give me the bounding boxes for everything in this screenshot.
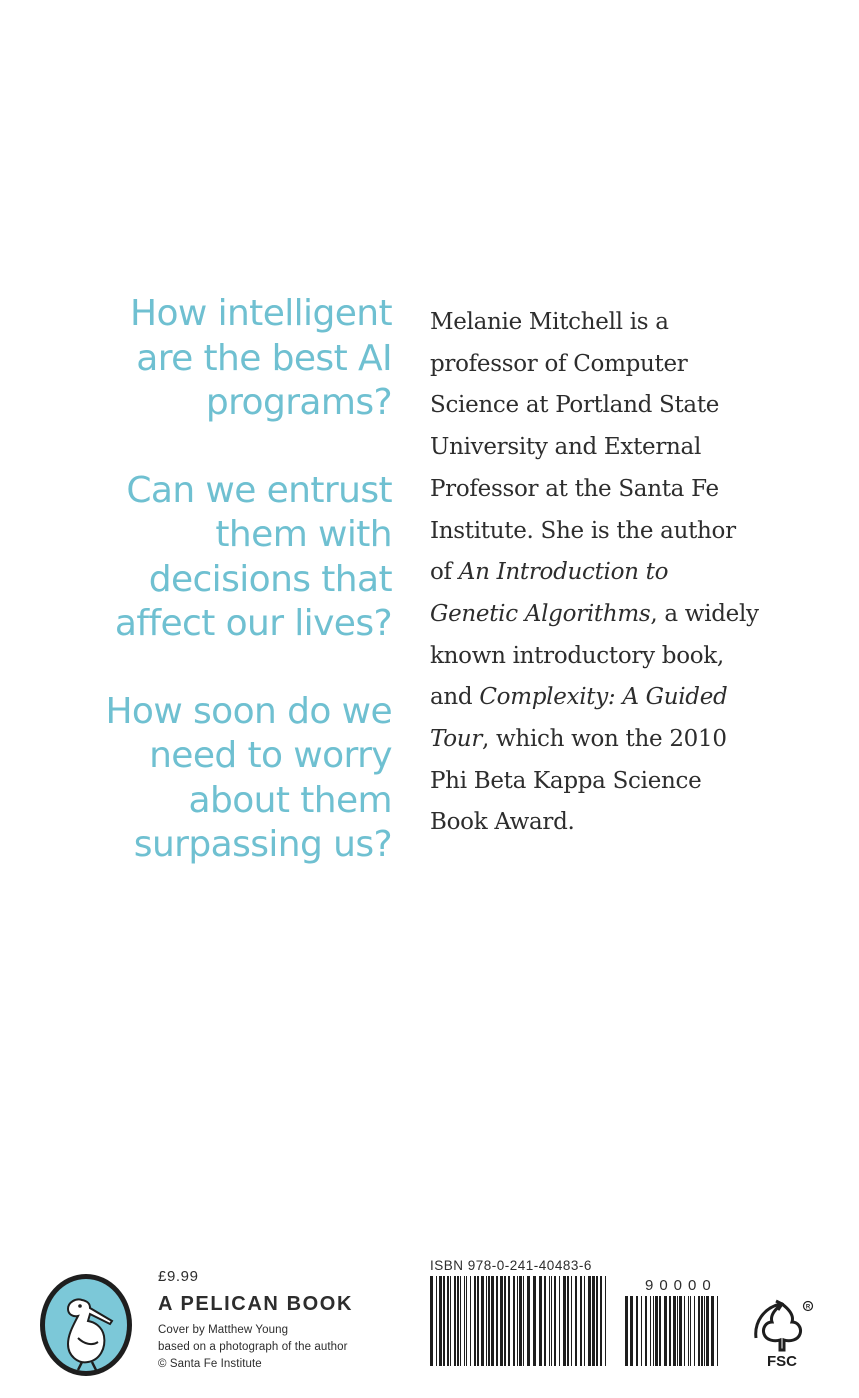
barcode-bar (659, 1296, 661, 1366)
barcode-bar (491, 1276, 494, 1366)
barcode-bar (584, 1276, 585, 1366)
question-2 (60, 469, 392, 647)
question-line: affect our lives? (114, 603, 392, 644)
barcode-bar (701, 1296, 703, 1366)
bio-line: Institute. She is the author (430, 517, 736, 544)
barcode-bar (605, 1276, 606, 1366)
question-line: decisions that (148, 558, 392, 600)
barcode-bar (450, 1276, 451, 1366)
barcode-bar (523, 1276, 524, 1366)
barcode-bar (677, 1296, 678, 1366)
barcode-icon (428, 1276, 610, 1366)
bio-text: of (430, 559, 459, 586)
barcode-bar (655, 1296, 658, 1366)
barcode-bar (539, 1276, 542, 1366)
imprint-label: A PELICAN BOOK (158, 1293, 353, 1315)
barcode-bar (554, 1276, 556, 1366)
barcode-bar (588, 1276, 591, 1366)
cover-credit: based on a photograph of the author (158, 1341, 348, 1353)
barcode-bar (694, 1296, 695, 1366)
barcode-bar (513, 1276, 515, 1366)
bio-line (430, 594, 790, 636)
barcode-bar (533, 1276, 536, 1366)
book-title: An Introduction to (458, 559, 669, 586)
blurb-questions (60, 292, 392, 911)
bio-line: Book Award. (430, 809, 575, 836)
question-line: are the best AI (136, 337, 392, 379)
question-line: about them (188, 779, 392, 821)
book-title: Tour (430, 726, 483, 753)
barcode-bar (474, 1276, 476, 1366)
bio-line: Professor at the Santa Fe (430, 475, 719, 502)
fsc-tree-icon (750, 1298, 814, 1370)
barcode-bar (466, 1276, 467, 1366)
barcode-bar (496, 1276, 498, 1366)
barcode-bar (706, 1296, 709, 1366)
barcode-bar (436, 1276, 437, 1366)
question-line: surpassing us? (133, 824, 392, 865)
barcode-bar (457, 1276, 459, 1366)
barcode-bar (650, 1296, 651, 1366)
book-title: Complexity: A Guided (479, 684, 728, 711)
isbn-label: ISBN 978-0-241-40483-6 (430, 1258, 592, 1273)
barcode-bar (508, 1276, 510, 1366)
bio-text: , which won the 2010 (482, 726, 727, 753)
bio-text: , a widely (650, 600, 759, 627)
question-1 (60, 292, 392, 426)
addon-barcode-icon (623, 1296, 723, 1366)
barcode-bar (517, 1276, 518, 1366)
barcode-bar (717, 1296, 718, 1366)
barcode-bar (704, 1296, 705, 1366)
bio-line: Melanie Mitchell is a (430, 309, 669, 335)
bio-line (430, 677, 790, 719)
barcode-bar (625, 1296, 628, 1366)
bio-text: and (430, 684, 480, 711)
barcode-bar (464, 1276, 465, 1366)
barcode-bar (551, 1276, 552, 1366)
barcode-bar (684, 1296, 685, 1366)
barcode-bar (596, 1276, 598, 1366)
barcode-bar (447, 1276, 449, 1366)
barcode-bar (470, 1276, 471, 1366)
barcode-bar (673, 1296, 676, 1366)
barcode-bar (481, 1276, 484, 1366)
bio-line: known introductory book, (430, 642, 724, 669)
barcode-bar (580, 1276, 582, 1366)
question-3 (60, 690, 392, 868)
barcode-bar (664, 1296, 667, 1366)
bio-line (430, 552, 790, 594)
barcode-bar (679, 1296, 682, 1366)
barcode-bar (711, 1296, 714, 1366)
addon-digits: 90000 (645, 1277, 717, 1294)
barcode-bar (698, 1296, 700, 1366)
bio-line (430, 719, 790, 761)
barcode-bar (600, 1276, 602, 1366)
barcode-bar (549, 1276, 550, 1366)
barcode-bar (669, 1296, 671, 1366)
barcode-bar (527, 1276, 530, 1366)
question-line: How intelligent (129, 293, 392, 334)
book-title: Genetic Algorithms (430, 600, 651, 627)
barcode-bar (488, 1276, 490, 1366)
barcode-bar (454, 1276, 456, 1366)
bio-line: professor of Computer (430, 350, 688, 377)
barcode-bar (430, 1276, 433, 1366)
barcode-bar (486, 1276, 487, 1366)
cover-credit: © Santa Fe Institute (158, 1358, 262, 1370)
barcode-bar (559, 1276, 560, 1366)
bio-line: Phi Beta Kappa Science (430, 767, 702, 794)
barcode-bar (653, 1296, 654, 1366)
barcode-bar (567, 1276, 569, 1366)
svg-text:R: R (805, 1304, 811, 1311)
barcode-bar (645, 1296, 647, 1366)
barcode-bar (563, 1276, 566, 1366)
cover-credit: Cover by Matthew Young (158, 1324, 289, 1336)
question-line: How soon do we (105, 690, 392, 732)
barcode-bar (439, 1276, 442, 1366)
barcode-bar (460, 1276, 461, 1366)
barcode-bar (544, 1276, 546, 1366)
price: £9.99 (158, 1268, 199, 1285)
pelican-icon (38, 1272, 134, 1378)
barcode-bar (630, 1296, 633, 1366)
barcode-bar (592, 1276, 595, 1366)
barcode-bar (575, 1276, 577, 1366)
author-bio (430, 302, 790, 844)
barcode-bar (477, 1276, 479, 1366)
barcode-bar (690, 1296, 691, 1366)
question-line: Can we entrust (126, 469, 392, 511)
question-line: programs? (205, 382, 392, 423)
bio-line: University and External (430, 434, 702, 461)
bio-line: Science at Portland State (430, 392, 720, 419)
barcode-bar (571, 1276, 572, 1366)
imprint-block (158, 1268, 353, 1373)
barcode-bar (504, 1276, 506, 1366)
barcode-bar (443, 1276, 445, 1366)
barcode-bar (688, 1296, 689, 1366)
question-line: need to worry (149, 735, 392, 776)
barcode-bar (636, 1296, 638, 1366)
barcode-bar (519, 1276, 522, 1366)
barcode-bar (641, 1296, 642, 1366)
barcode-bar (500, 1276, 503, 1366)
question-line: them with (215, 514, 392, 555)
fsc-label: FSC (767, 1353, 797, 1370)
